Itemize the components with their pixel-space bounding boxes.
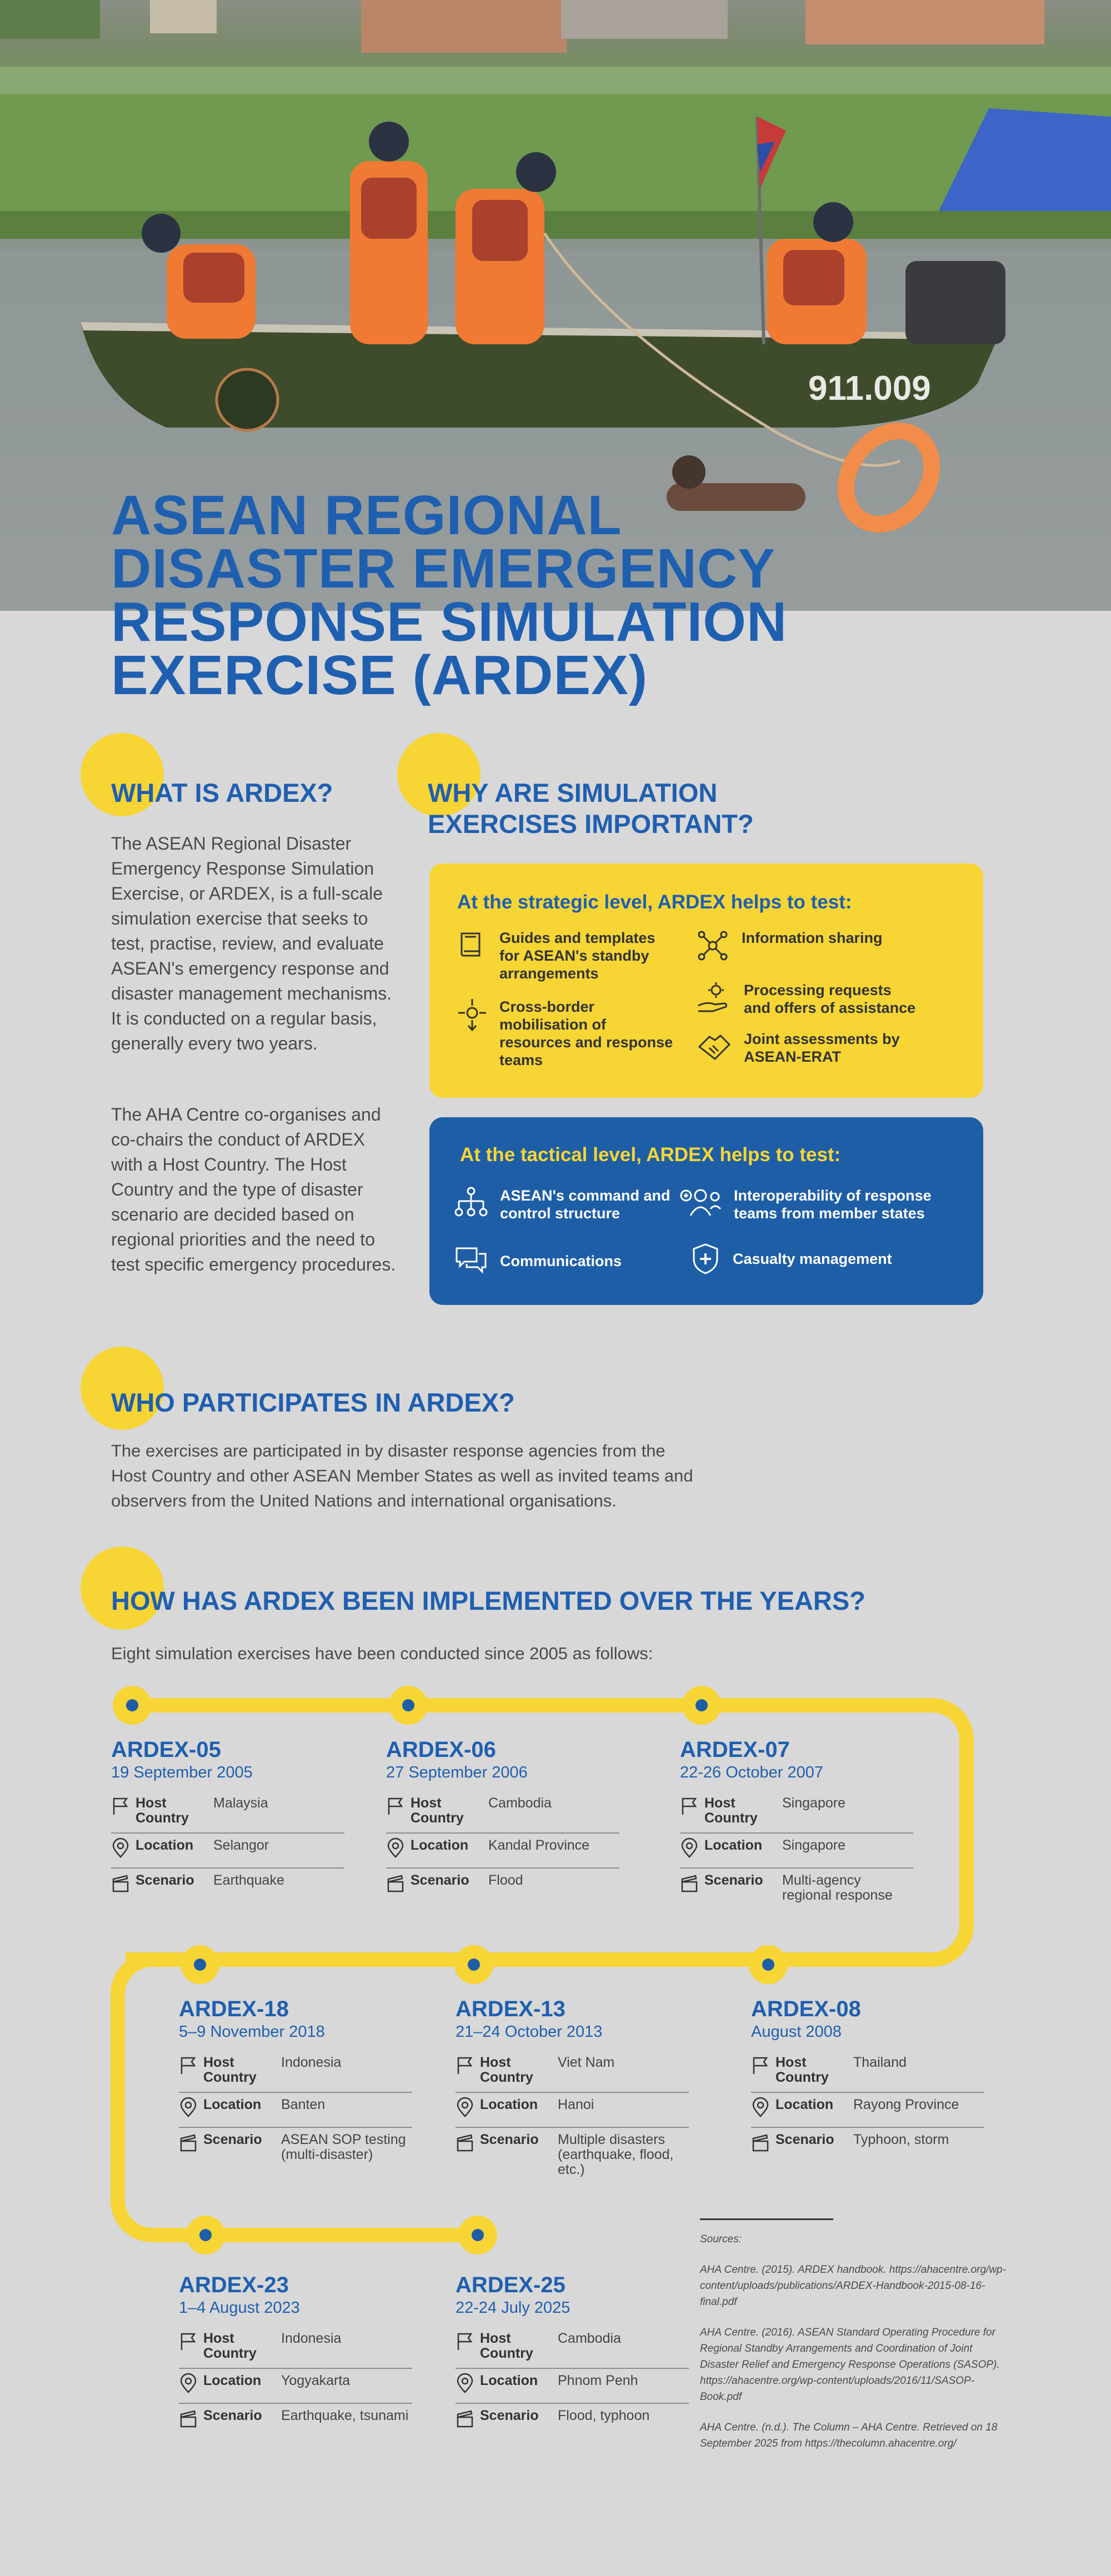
exercise-name: ARDEX-05 [111, 1738, 221, 1762]
clapperboard-icon [680, 1874, 699, 1893]
exercise-card [111, 1737, 344, 1902]
what-paragraph-2: The AHA Centre co-organises and co-chairs the conduct of ARDEX with a Host Country. The Host Country and the type of disaster scenario are decided based on regional priorities and the need to test specific emergency procedures. [111, 1104, 396, 1274]
exercise-card [456, 1996, 689, 2184]
exercise-name: ARDEX-25 [456, 2273, 565, 2297]
exercise-scenario: Flood, typhoon [558, 2408, 650, 2423]
exercise-name: ARDEX-13 [456, 1997, 565, 2021]
who-heading: WHO PARTICIPATES IN ARDEX? [111, 1388, 515, 1417]
exercise-location: Selangor [213, 1837, 269, 1853]
exercise-location: Rayong Province [853, 2097, 959, 2112]
exercise-card [386, 1737, 619, 1902]
flag-icon [751, 2056, 770, 2075]
exercise-host: Indonesia [281, 2331, 342, 2346]
book-icon [457, 929, 487, 959]
exercise-label: Scenario [775, 2132, 834, 2147]
exercise-card [456, 2272, 689, 2438]
exercise-row-scenario [456, 2128, 689, 2184]
exercise-row-host [680, 1791, 913, 1834]
network-icon [696, 929, 729, 962]
exercise-location: Banten [281, 2097, 326, 2112]
exercise-row-scenario [111, 1869, 344, 1902]
hand-gear-icon [696, 981, 732, 1015]
timeline-node [682, 1686, 721, 1725]
exercise-row-location [456, 2093, 689, 2128]
clapperboard-icon [456, 2133, 474, 2152]
exercise-row-scenario [751, 2128, 984, 2162]
exercise-row-location [111, 1834, 344, 1869]
flag-icon [456, 2332, 474, 2351]
hierarchy-icon [454, 1187, 488, 1218]
strategic-item-text: Joint assessments by ASEAN-ERAT [744, 1031, 900, 1065]
source-item: AHA Centre. (n.d.). The Column – AHA Centre. Retrieved on 18 September 2025 from https://thecolumn.ahacentre.org/ [700, 2422, 998, 2449]
exercise-card [179, 2272, 412, 2438]
exercise-date: August 2008 [751, 2023, 842, 2041]
strategic-item [457, 998, 679, 1069]
what-paragraph-1: The ASEAN Regional Disaster Emergency Response Simulation Exercise, or ARDEX, is a full-scale simulation exercise that seeks to test, practise, review, and evaluate ASEAN's emergency response and disaster management mechanisms. It is conducted on a regular basis, generally every two years. [111, 833, 392, 1053]
tactical-item [679, 1187, 957, 1222]
strategic-heading: At the strategic level, ARDEX helps to test: [457, 891, 852, 913]
exercise-row-location [386, 1834, 619, 1869]
clapperboard-icon [386, 1874, 405, 1893]
exercise-name: ARDEX-23 [179, 2273, 289, 2297]
source-item: AHA Centre. (2016). ASEAN Standard Operating Procedure for Regional Standby Arrangements and Coordination of Joint Disaster Relief and Emergency Response Operations (SASOP). https://ahacentre.org/wp-content/uploads/2016/11/SASOP-Book.pdf [700, 2327, 1000, 2403]
exercise-label: Location [704, 1837, 763, 1853]
mobilisation-icon [457, 998, 487, 1031]
exercise-location: Phnom Penh [558, 2373, 638, 2388]
exercise-label: Scenario [136, 1872, 194, 1888]
tactical-item [454, 1246, 677, 1276]
strategic-item-text: Processing requests and offers of assistance [744, 982, 916, 1016]
exercise-host: Singapore [782, 1795, 845, 1811]
exercise-label: Location [136, 1837, 194, 1853]
exercise-row-location [456, 2369, 689, 2404]
sources-divider [700, 2218, 833, 2220]
strategic-item-text: Cross-border mobilisation of resources and response teams [499, 998, 673, 1068]
exercise-row-host [179, 2051, 412, 2093]
exercise-host: Viet Nam [558, 2055, 615, 2070]
exercise-row-location [179, 2093, 412, 2128]
timeline-node [186, 2216, 225, 2254]
exercise-row-scenario [680, 1869, 913, 1910]
exercise-label: Host Country [203, 2331, 257, 2361]
clapperboard-icon [456, 2409, 474, 2428]
exercise-row-host [456, 2051, 689, 2093]
exercise-row-host [456, 2327, 689, 2369]
exercise-scenario: Flood [488, 1872, 523, 1888]
page-title: ASEAN REGIONAL DISASTER EMERGENCY RESPONSE SIMULATION EXERCISE (ARDEX) [111, 484, 788, 706]
exercise-row-host [179, 2327, 412, 2369]
exercise-card [680, 1737, 913, 1910]
exercise-label: Scenario [203, 2132, 262, 2147]
exercise-name: ARDEX-06 [386, 1738, 496, 1762]
strategic-item [457, 929, 679, 982]
tactical-item [690, 1242, 913, 1276]
tactical-item-text: ASEAN's command and control structure [500, 1187, 670, 1222]
exercise-host: Thailand [853, 2055, 907, 2070]
exercise-row-scenario [386, 1869, 619, 1902]
exercise-scenario: Typhoon, storm [853, 2132, 949, 2147]
exercise-row-scenario [179, 2404, 412, 2438]
flag-icon [179, 2056, 198, 2075]
exercise-scenario: Multi-agency regional response [782, 1872, 893, 1903]
exercise-host: Cambodia [558, 2331, 621, 2346]
exercise-date: 22-24 July 2025 [456, 2299, 570, 2317]
exercise-row-scenario [179, 2128, 412, 2169]
clapperboard-icon [111, 1874, 130, 1893]
exercise-label: Host Country [203, 2055, 257, 2085]
exercise-date: 22-26 October 2007 [680, 1764, 823, 1781]
location-pin-icon [456, 2098, 474, 2117]
exercise-host: Cambodia [488, 1795, 552, 1811]
exercise-location: Hanoi [558, 2097, 594, 2112]
exercise-row-host [111, 1791, 344, 1834]
exercise-row-host [751, 2051, 984, 2093]
hero-photo [0, 0, 1111, 706]
exercise-label: Location [775, 2097, 834, 2112]
tactical-item-text: Communications [500, 1253, 622, 1269]
location-pin-icon [456, 2374, 474, 2393]
clapperboard-icon [179, 2133, 198, 2152]
strategic-item [696, 981, 918, 1017]
what-heading: WHAT IS ARDEX? [111, 778, 333, 807]
exercise-label: Host Country [704, 1795, 758, 1826]
exercise-location: Kandal Province [488, 1837, 590, 1853]
tactical-item [454, 1187, 677, 1222]
timeline-node [454, 1945, 493, 1984]
timeline-node [113, 1686, 152, 1725]
exercise-row-location [680, 1834, 913, 1869]
exercise-name: ARDEX-07 [680, 1738, 790, 1762]
flag-icon [386, 1797, 405, 1816]
strategic-item-text: Information sharing [742, 930, 883, 946]
tactical-item-text: Casualty management [733, 1251, 892, 1267]
chat-icon [454, 1246, 488, 1276]
exercise-name: ARDEX-08 [751, 1997, 861, 2021]
strategic-item [696, 1030, 918, 1066]
exercise-label: Host Country [480, 2055, 533, 2085]
exercise-label: Scenario [704, 1872, 763, 1888]
exercise-host: Indonesia [281, 2055, 342, 2070]
location-pin-icon [386, 1839, 405, 1858]
exercise-label: Location [480, 2097, 538, 2112]
exercise-location: Singapore [782, 1837, 845, 1853]
tactical-heading: At the tactical level, ARDEX helps to test: [460, 1144, 841, 1166]
timeline-node [181, 1945, 219, 1984]
timeline-road [196, 2228, 484, 2242]
exercise-date: 5–9 November 2018 [179, 2023, 325, 2041]
exercise-label: Location [203, 2097, 262, 2112]
exercise-name: ARDEX-18 [179, 1997, 289, 2021]
handshake-icon [696, 1030, 732, 1063]
exercise-row-scenario [456, 2404, 689, 2438]
tactical-card [429, 1117, 983, 1305]
strategic-card [429, 863, 983, 1098]
location-pin-icon [179, 2098, 198, 2117]
sources [700, 2231, 1011, 2466]
exercise-label: Location [411, 1837, 469, 1853]
flag-icon [680, 1797, 699, 1816]
exercise-date: 21–24 October 2013 [456, 2023, 603, 2041]
team-icon [679, 1187, 722, 1218]
timeline-node [458, 2216, 497, 2254]
exercise-row-host [386, 1791, 619, 1834]
exercise-date: 19 September 2005 [111, 1764, 253, 1781]
location-pin-icon [111, 1839, 130, 1858]
exercise-label: Scenario [480, 2408, 539, 2423]
exercise-scenario: Multiple disasters (earthquake, flood, etc.) [558, 2132, 674, 2177]
exercise-row-location [179, 2369, 412, 2404]
how-intro: Eight simulation exercises have been conducted since 2005 as follows: [111, 1644, 653, 1663]
flag-icon [456, 2056, 474, 2075]
exercise-label: Scenario [411, 1872, 469, 1888]
flag-icon [111, 1797, 130, 1816]
location-pin-icon [751, 2098, 770, 2117]
exercise-location: Yogyakarta [281, 2373, 351, 2388]
boat-number: 911.009 [808, 369, 931, 408]
clapperboard-icon [751, 2133, 770, 2152]
location-pin-icon [680, 1839, 699, 1858]
medical-shield-icon [690, 1242, 720, 1276]
exercise-scenario: Earthquake, tsunami [281, 2408, 409, 2423]
who-paragraph: The exercises are participated in by disaster response agencies from the Host Country and other ASEAN Member States as well as invited teams and observers from the United Nations and international organisations. [111, 1441, 693, 1510]
exercise-card [751, 1996, 984, 2162]
exercise-host: Malaysia [213, 1795, 268, 1811]
sources-label: Sources: [700, 2233, 742, 2245]
flag-icon [179, 2332, 198, 2351]
exercise-label: Host Country [136, 1795, 189, 1826]
exercise-label: Scenario [480, 2132, 539, 2147]
exercise-label: Scenario [203, 2408, 262, 2423]
clapperboard-icon [179, 2409, 198, 2428]
timeline-node [749, 1945, 788, 1984]
exercise-row-location [751, 2093, 984, 2128]
exercise-date: 27 September 2006 [386, 1764, 528, 1781]
source-item: AHA Centre. (2015). ARDEX handbook. https://ahacentre.org/wp-content/uploads/publications/ARDEX-Handbook-2015-08-16-final.pdf [700, 2264, 1006, 2308]
why-heading: WHY ARE SIMULATION EXERCISES IMPORTANT? [428, 778, 754, 838]
exercise-scenario: ASEAN SOP testing (multi-disaster) [281, 2132, 406, 2162]
strategic-item [696, 929, 918, 962]
location-pin-icon [179, 2374, 198, 2393]
strategic-item-text: Guides and templates for ASEAN's standby arrangements [499, 930, 655, 982]
exercise-card [179, 1996, 412, 2169]
exercise-date: 1–4 August 2023 [179, 2299, 300, 2317]
exercise-scenario: Earthquake [213, 1872, 284, 1888]
how-heading: HOW HAS ARDEX BEEN IMPLEMENTED OVER THE YEARS? [111, 1586, 865, 1615]
timeline-node [389, 1686, 428, 1725]
exercise-label: Host Country [411, 1795, 464, 1826]
exercise-label: Host Country [775, 2055, 829, 2085]
exercise-label: Host Country [480, 2331, 533, 2361]
exercise-label: Location [203, 2373, 262, 2388]
tactical-item-text: Interoperability of response teams from member states [734, 1187, 932, 1222]
exercise-label: Location [480, 2373, 538, 2388]
